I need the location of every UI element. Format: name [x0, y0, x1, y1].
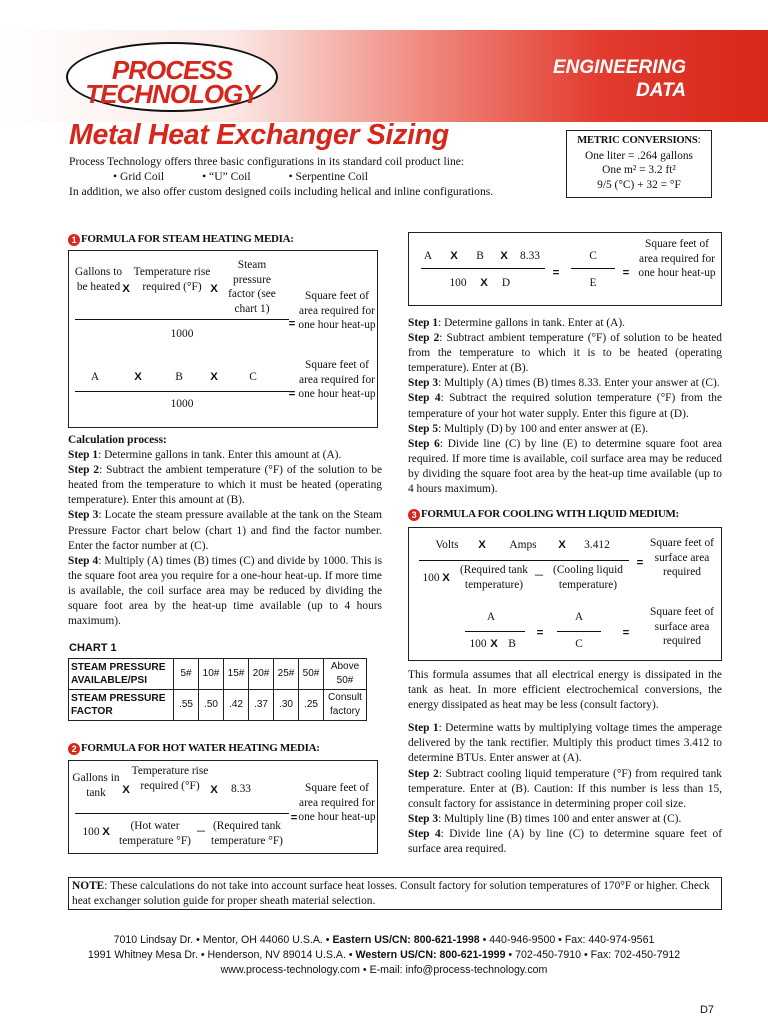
cool-step-3 [408, 812, 722, 827]
footer-western-phone[interactable]: Western US/CN: 800-621-1999 [355, 949, 506, 961]
calc-step-3-key: Step 3 [68, 509, 99, 522]
footer-contact [0, 933, 768, 978]
steam-times-4: X [210, 371, 218, 383]
cool-minus: – [535, 566, 543, 583]
cool-step-2-text: : Subtract cooling liquid temperature (°F) from required tank temperature. Enter at (B). Caution: If this number is less than 15, consult factory for assistance in determining proper coil size. [408, 767, 723, 810]
calc-step-1-text: : Determine gallons in tank. Enter this amount at (A). [98, 449, 342, 462]
cool-var-a: A [486, 611, 496, 623]
hw-step-4-key: Step 4 [408, 392, 441, 405]
hw-step-5-text: : Multiply (D) by 100 and enter answer at (E). [438, 422, 649, 435]
cool-times-1: X [478, 539, 486, 551]
hw-times-1: X [122, 784, 130, 796]
hw2-constant: 8.33 [520, 250, 540, 262]
steam-equals-2: = [288, 388, 296, 400]
chart-row-2-label: STEAM PRESSURE FACTOR [69, 690, 174, 721]
cool-hundred-2: 100 [469, 638, 487, 650]
hw-times-2: X [210, 784, 218, 796]
chart-cell: .50 [199, 690, 224, 721]
chart-row-pressure [69, 659, 367, 690]
calculation-process [68, 433, 382, 629]
steam-fraction-bar-1 [75, 319, 289, 320]
calc-step-3 [68, 508, 382, 553]
coil-types-list [69, 169, 549, 184]
footer-line-1 [0, 933, 768, 948]
footer-western-address: 1991 Whitney Mesa Dr. • Henderson, NV 89014 U.S.A. • [87, 949, 356, 961]
steam-var-a: A [90, 371, 100, 383]
hw-hundred: 100 [82, 826, 100, 838]
cool-amps: Amps [509, 539, 537, 551]
cool-result-2: Square feet of surface area required [650, 606, 714, 647]
cool-times-4: X [490, 638, 498, 650]
chart-cell: 20# [249, 659, 274, 690]
hw-step-1-key: Step 1 [408, 317, 439, 329]
calc-step-4-text: : Multiply (A) times (B) times (C) and divide by 1000. This is the square foot area you require for a one-hour heat-up. If more time is available, the coil surface area may be reduced by dividing the square foot area by the heat-up time available (up to 4 hours maximum). [68, 554, 382, 628]
logo-line-1: PROCESS [111, 55, 233, 85]
cool-step-2-key: Step 2 [408, 767, 439, 780]
hw-step-1-text: : Determine gallons in tank. Enter at (A). [438, 317, 626, 329]
section-2-number: 2 [68, 743, 80, 755]
hw2-var-e: E [589, 277, 597, 289]
chart-cell: .42 [224, 690, 249, 721]
hw-step-2 [408, 331, 722, 376]
hot-water-steps [408, 316, 722, 497]
calc-step-4 [68, 554, 382, 629]
section-1-heading [68, 232, 294, 247]
cool-equals-3: = [622, 627, 630, 639]
hot-water-formula-box-2 [408, 232, 722, 306]
logo-line-2: TECHNOLOGY [85, 79, 259, 109]
cooling-text [408, 668, 722, 857]
cool-bar-1 [419, 560, 629, 561]
hw-times-3: X [102, 826, 110, 838]
hw-step-3-key: Step 3 [408, 377, 439, 390]
chart-cell: .37 [249, 690, 274, 721]
hw-required-temp: (Required tank temperature °F) [211, 820, 283, 847]
hw-step-6 [408, 437, 722, 497]
cool-times-2: X [558, 539, 566, 551]
hw-step-2-key: Step 2 [408, 332, 440, 345]
hw-temp-label: Temperature rise required (°F) [131, 765, 209, 792]
steam-result-1: Square feet of area required for one hour heat-up [298, 290, 376, 331]
chart-cell: Consult factory [324, 690, 367, 721]
chart-1-title: CHART 1 [69, 642, 117, 654]
hw-step-4 [408, 391, 722, 421]
calc-step-3-text: : Locate the steam pressure available at the tank on the Steam Pressure Factor chart below (chart 1) and find the factor number. Enter the factor number at (C). [68, 509, 383, 552]
chart-cell: 50# [299, 659, 324, 690]
steam-formula-box [68, 250, 378, 428]
calc-step-2-text: : Subtract the ambient temperature (°F) of the solution to be heated from the temperature to which it must be heated (operating temperature). Enter this amount at (B). [68, 464, 383, 507]
hw-step-3-text: : Multiply (A) times (B) times 8.33. Enter your answer at (C). [438, 377, 720, 390]
page-number: D7 [699, 1004, 714, 1016]
section-3-number: 3 [408, 509, 420, 521]
steam-denominator-1: 1000 [170, 328, 194, 340]
hw2-times-1: X [450, 250, 458, 262]
cool-step-1 [408, 721, 722, 766]
eng-line-2: DATA [636, 80, 686, 101]
steam-denominator-2: 1000 [170, 398, 194, 410]
hot-water-formula-box [68, 760, 378, 854]
steam-equals-1: = [288, 318, 296, 330]
cool-result-1: Square feet of surface area required [650, 537, 714, 578]
chart-cell: 25# [274, 659, 299, 690]
coil-type-u: • “U” Coil [202, 170, 251, 183]
metric-conversions-box [566, 130, 712, 198]
chart-cell: .30 [274, 690, 299, 721]
cool-constant: 3.412 [584, 539, 610, 551]
hw2-bar-1 [421, 268, 545, 269]
cool-step-1-key: Step 1 [408, 722, 439, 735]
chart-cell: 10# [199, 659, 224, 690]
cool-step-4-key: Step 4 [408, 827, 441, 840]
steam-fraction-bar-2 [75, 391, 289, 392]
section-1-title: FORMULA FOR STEAM HEATING MEDIA: [81, 233, 294, 245]
footer-eastern-address: 7010 Lindsay Dr. • Mentor, OH 44060 U.S.A. • [113, 934, 333, 946]
intro-text [69, 154, 549, 199]
chart-cell: 5# [174, 659, 199, 690]
hw-gallons-label: Gallons in tank [72, 772, 120, 799]
cooling-assumption: This formula assumes that all electrical energy is dissipated in the tank as heat. In more efficient electrochemical conversions, the energy dissipated as heat may be less (consult factory). [408, 669, 722, 712]
cool-step-3-text: : Multiply line (B) times 100 and enter answer at (C). [438, 812, 682, 825]
hw2-equals-1: = [552, 267, 560, 279]
coil-type-grid: • Grid Coil [113, 170, 165, 183]
steam-temp-label: Temperature rise required (°F) [133, 266, 211, 293]
steam-var-c: C [249, 371, 257, 383]
steam-result-2: Square feet of area required for one hour heat-up [298, 359, 376, 400]
note-text: : These calculations do not take into account surface heat losses. Consult factory for solution temperatures of 170°F or higher. Check heat exchanger solution guide for proper sheath material selection. [72, 880, 710, 907]
hw-step-6-key: Step 6 [408, 437, 440, 450]
hw2-times-3: X [480, 277, 488, 289]
hw-fraction-bar [75, 813, 289, 814]
intro-line-1: Process Technology offers three basic configurations in its standard coil product line: [69, 155, 465, 168]
engineering-data-label [553, 56, 686, 102]
note-box [68, 877, 722, 910]
cool-var-c: C [575, 638, 583, 650]
metric-line-2: One m² = 3.2 ft² [602, 164, 676, 176]
section-2-heading [68, 741, 320, 756]
section-3-heading [408, 507, 679, 522]
hw2-times-2: X [500, 250, 508, 262]
hw-equals: = [290, 812, 298, 824]
cool-hundred: 100 [422, 572, 440, 584]
cool-step-3-key: Step 3 [408, 812, 439, 825]
metric-colon: : [697, 134, 701, 146]
cooling-formula-box [408, 527, 722, 661]
section-3-title: FORMULA FOR COOLING WITH LIQUID MEDIUM: [421, 508, 679, 520]
section-2-title: FORMULA FOR HOT WATER HEATING MEDIA: [81, 742, 320, 754]
calc-step-2-key: Step 2 [68, 464, 100, 477]
hw2-equals-2: = [622, 267, 630, 279]
hw-step-3 [408, 376, 722, 391]
cool-var-a-2: A [574, 611, 584, 623]
hw-step-6-text: : Divide line (C) by line (E) to determine square foot area required. If more time is available, coil surface area may be reduced by dividing the square foot area by the heat-up time available (up to 4 hours maximum). [408, 437, 722, 496]
hw-result: Square feet of area required for one hour heat-up [298, 782, 376, 823]
hw2-bar-2 [571, 268, 615, 269]
steam-times-3: X [134, 371, 142, 383]
cool-required-temp: (Required tank temperature) [459, 564, 528, 591]
calc-step-1-key: Step 1 [68, 449, 99, 462]
steam-var-b: B [175, 371, 183, 383]
company-logo [66, 42, 278, 112]
cool-bar-3 [557, 631, 601, 632]
metric-line-1: One liter = .264 gallons [585, 149, 693, 162]
metric-line-3: 9/5 (°C) + 32 = °F [597, 178, 681, 191]
cool-step-4 [408, 827, 722, 857]
chart-cell: .55 [174, 690, 199, 721]
coil-type-serpentine: • Serpentine Coil [288, 170, 369, 183]
steam-times-1: X [122, 283, 130, 295]
steam-gallons-label: Gallons to be heated [74, 266, 123, 293]
hw2-var-d: D [501, 277, 511, 289]
page-title: Metal Heat Exchanger Sizing [69, 119, 449, 151]
calc-step-1 [68, 448, 382, 463]
metric-title: METRIC CONVERSIONS [577, 135, 698, 146]
hw-constant: 8.33 [231, 783, 251, 795]
cool-step-1-text: : Determine watts by multiplying voltage times the amperage delivered by the tank rectifier. Multiply this product times 3.412 to determine BTUs. Enter answer at (A). [408, 722, 723, 765]
chart-cell: .25 [299, 690, 324, 721]
hw2-var-c: C [589, 250, 597, 262]
hw-step-1 [408, 316, 722, 331]
cool-times-3: X [442, 572, 450, 584]
footer-web-email[interactable]: www.process-technology.com • E-mail: info@process-technology.com [220, 964, 548, 976]
hw2-var-b: B [476, 250, 484, 262]
steam-pressure-chart [68, 658, 367, 721]
cool-liquid-temp: (Cooling liquid temperature) [553, 564, 623, 591]
note-key: NOTE [72, 880, 105, 892]
footer-eastern-phone[interactable]: Eastern US/CN: 800-621-1998 [332, 934, 480, 946]
cool-step-4-text: : Divide line (A) by line (C) to determine square feet of surface area required. [408, 827, 722, 856]
chart-cell: Above 50# [324, 659, 367, 690]
footer-line-2 [0, 948, 768, 963]
calc-step-4-key: Step 4 [68, 554, 99, 567]
chart-cell: 15# [224, 659, 249, 690]
hw-minus: – [197, 822, 205, 839]
cool-var-b: B [508, 638, 516, 650]
hw-step-2-text: : Subtract ambient temperature (°F) of solution to be heated from the temperature to which it is to be heated (operating temperature). Enter at (B). [408, 332, 723, 375]
hw-step-5 [408, 422, 722, 437]
cool-volts: Volts [435, 539, 459, 551]
section-1-number: 1 [68, 234, 80, 246]
steam-pressure-label: Steam pressure factor (see chart 1) [228, 259, 276, 315]
chart-row-factor [69, 690, 367, 721]
hw2-hundred: 100 [449, 277, 467, 289]
footer-eastern-numbers: • 440-946-9500 • Fax: 440-974-9561 [479, 934, 655, 946]
hw2-var-a: A [423, 250, 433, 262]
calc-heading: Calculation process: [68, 434, 167, 446]
footer-western-numbers: • 702-450-7910 • Fax: 702-450-7912 [505, 949, 681, 961]
hw2-result: Square feet of area required for one hour heat-up [638, 238, 716, 279]
hw-hot-water-temp: (Hot water temperature °F) [119, 820, 191, 847]
cool-equals-1: = [636, 557, 644, 569]
eng-line-1: ENGINEERING [552, 57, 686, 78]
intro-line-3: In addition, we also offer custom designed coils including helical and inline configurations. [69, 185, 494, 198]
hw-step-4-text: : Subtract the required solution temperature (°F) from the temperature of your hot water supply. Enter this figure at (D). [408, 392, 723, 420]
cool-equals-2: = [536, 627, 544, 639]
cool-bar-2 [465, 631, 525, 632]
cool-step-2 [408, 767, 722, 812]
calc-step-2 [68, 463, 382, 508]
hw-step-5-key: Step 5 [408, 422, 439, 435]
chart-row-1-label: STEAM PRESSURE AVAILABLE/PSI [69, 659, 174, 690]
steam-times-2: X [210, 283, 218, 295]
